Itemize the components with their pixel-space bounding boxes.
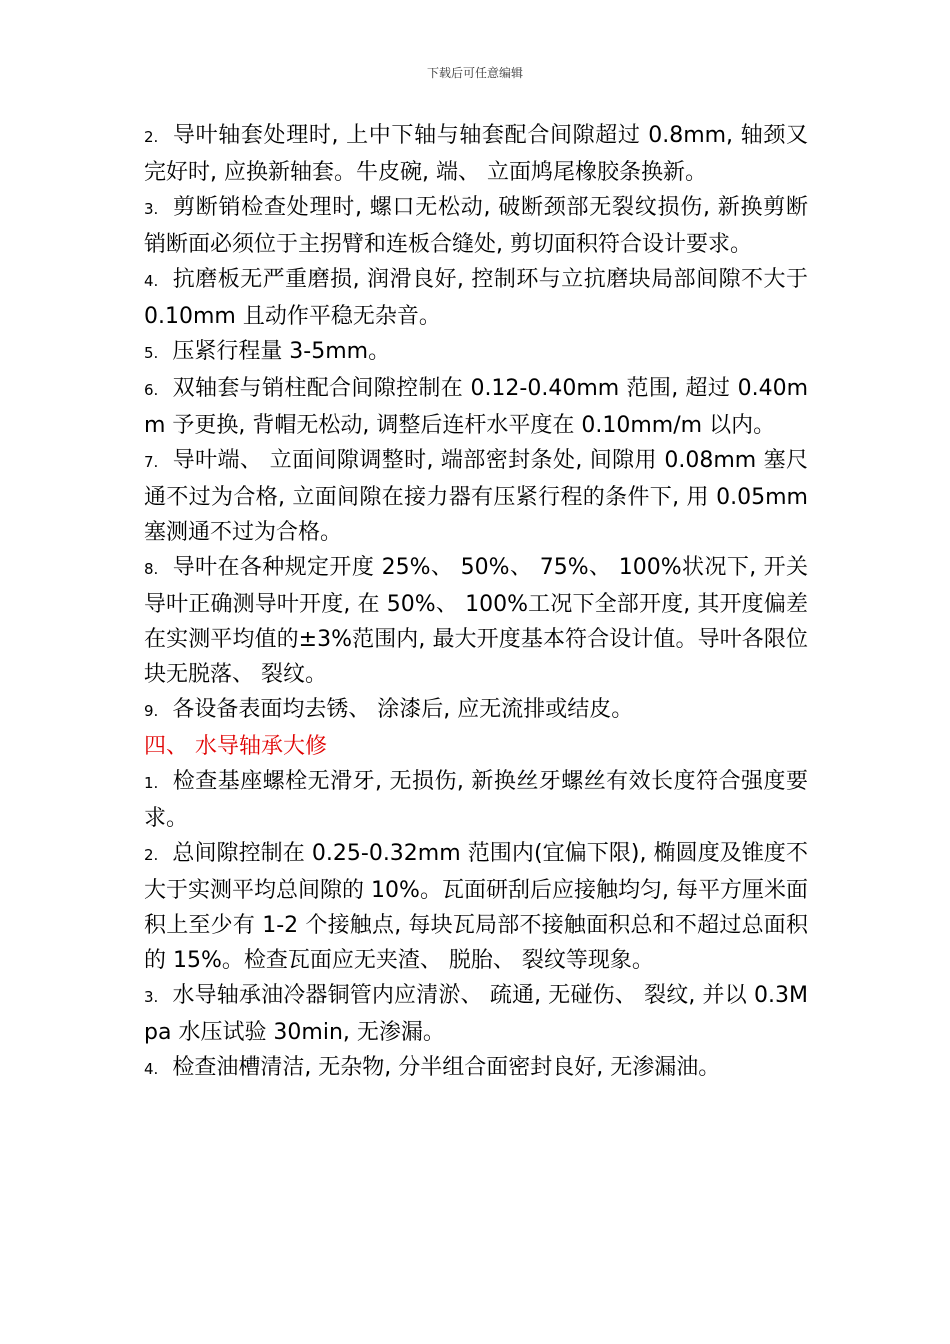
list-item [144, 334, 808, 371]
item-text: 导叶在各种规定开度 25%、 50%、 75%、 100%状况下, 开关导叶正确测导叶开度, 在 50%、 100%工况下全部开度, 其开度偏差在实测平均值的±3%范围内, 最大开度基本符合设计值。导叶各限位块无脱落、 裂纹。 [144, 555, 808, 687]
item-number: 4. [144, 1060, 159, 1078]
item-text: 抗磨板无严重磨损, 润滑良好, 控制环与立抗磨块局部间隙不大于 0.10mm 且动作平稳无杂音。 [144, 267, 808, 329]
item-number: 8. [144, 560, 159, 578]
item-number: 5. [144, 344, 159, 362]
list-item [144, 764, 808, 836]
item-number: 7. [144, 453, 159, 471]
list-item [144, 550, 808, 692]
item-number: 2. [144, 128, 159, 146]
item-number: 9. [144, 702, 159, 720]
list-item [144, 190, 808, 262]
item-text: 检查油槽清洁, 无杂物, 分半组合面密封良好, 无渗漏油。 [172, 1055, 721, 1080]
list-item [144, 836, 808, 978]
item-text: 剪断销检查处理时, 螺口无松动, 破断颈部无裂纹损伤, 新换剪断销断面必须位于主拐臂和连板合缝处, 剪切面积符合设计要求。 [144, 195, 808, 257]
item-number: 2. [144, 846, 159, 864]
document-body [144, 118, 808, 1087]
item-text: 水导轴承油冷器铜管内应清淤、 疏通, 无碰伤、 裂纹, 并以 0.3Mpa 水压试验 30min, 无渗漏。 [144, 983, 808, 1045]
list-item [144, 443, 808, 550]
item-text: 检查基座螺栓无滑牙, 无损伤, 新换丝牙螺丝有效长度符合强度要求。 [144, 769, 808, 831]
section-heading: 四、 水导轴承大修 [144, 734, 327, 759]
list-item [144, 1050, 808, 1087]
item-text: 双轴套与销柱配合间隙控制在 0.12-0.40mm 范围, 超过 0.40mm 予更换, 背帽无松动, 调整后连杆水平度在 0.10mm/m 以内。 [144, 376, 808, 438]
item-number: 4. [144, 272, 159, 290]
list-item [144, 118, 808, 190]
list-item [144, 371, 808, 443]
item-number: 3. [144, 988, 159, 1006]
item-text: 导叶轴套处理时, 上中下轴与轴套配合间隙超过 0.8mm, 轴颈又完好时, 应换新轴套。牛皮碗, 端、 立面鸠尾橡胶条换新。 [144, 123, 808, 185]
page-header: 下载后可任意编辑 [426, 66, 523, 80]
item-text: 总间隙控制在 0.25-0.32mm 范围内(宜偏下限), 椭圆度及锥度不大于实测平均总间隙的 10%。瓦面研刮后应接触均匀, 每平方厘米面积上至少有 1-2 个接触点, 每块瓦局部不接触面积总和不超过总面积的 15%。检查瓦面应无夹渣、 脱胎、 裂纹等现象。 [144, 841, 808, 973]
item-number: 3. [144, 200, 159, 218]
item-text: 各设备表面均去锈、 涂漆后, 应无流排或结皮。 [172, 697, 634, 722]
item-number: 1. [144, 774, 159, 792]
item-number: 6. [144, 381, 159, 399]
list-item [144, 262, 808, 334]
list-item [144, 978, 808, 1050]
item-text: 导叶端、 立面间隙调整时, 端部密封条处, 间隙用 0.08mm 塞尺通不过为合格, 立面间隙在接力器有压紧行程的条件下, 用 0.05mm 塞测通不过为合格。 [144, 448, 808, 545]
list-item [144, 692, 808, 729]
item-text: 压紧行程量 3-5mm。 [172, 339, 391, 364]
